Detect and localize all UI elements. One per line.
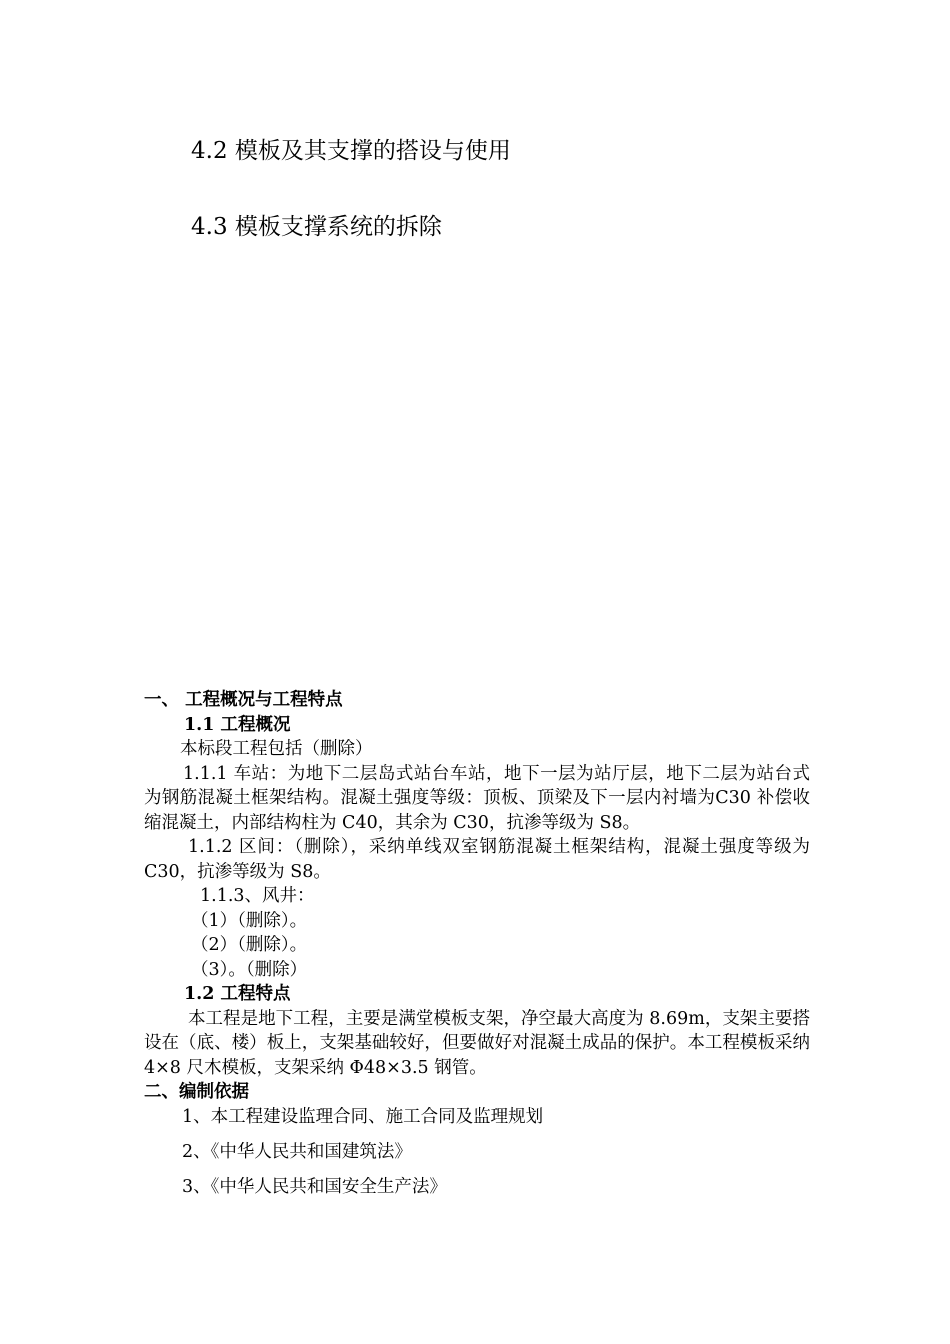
section-2-heading: 二、编制依据 [144,1082,249,1102]
section-1-2-heading: 1.2 工程特点 [184,984,291,1004]
reference-2: 2、《中华人民共和国建筑法》 [182,1141,412,1162]
intro-paragraph: 本标段工程包括（删除） [180,739,373,759]
section-1-1-heading: 1.1 工程概况 [184,714,291,735]
shaft-item-3: （3）。（删除） [191,959,308,980]
toc-item-4-2: 4.2 模板及其支撑的搭设与使用 [191,138,511,164]
section-1-heading: 一、 工程概况与工程特点 [144,690,343,710]
shaft-item-1: （1）（删除）。 [191,910,308,931]
section-paragraph: 1.1.2 区间：（删除），采纳单线双室钢筋混凝土框架结构，混凝土强度等级为 C30，抗渗等级为 S8。 [144,837,810,882]
station-paragraph: 1.1.1 车站：为地下二层岛式站台车站，地下一层为站厅层，地下二层为站台式为钢筋混凝土框架结构。混凝土强度等级：顶板、顶梁及下一层内衬墙为C30 补偿收缩混凝土，内部结构柱为 C40，其余为 C30，抗渗等级为 S8。 [144,763,810,833]
reference-3: 3、《中华人民共和国安全生产法》 [182,1176,447,1197]
reference-1: 1、本工程建设监理合同、施工合同及监理规划 [182,1106,544,1127]
shaft-item-2: （2）（删除）。 [191,935,308,955]
document-body [144,688,810,1199]
toc-item-4-3: 4.3 模板支撑系统的拆除 [191,214,442,240]
shaft-paragraph: 1.1.3、风井： [200,886,315,906]
features-paragraph: 本工程是地下工程，主要是满堂模板支架，净空最大高度为 8.69m，支架主要搭设在（底、楼）板上，支架基础较好，但要做好对混凝土成品的保护。本工程模板采纳 4×8 尺木模板，支架采纳 Φ48×3.5 钢管。 [144,1008,810,1078]
